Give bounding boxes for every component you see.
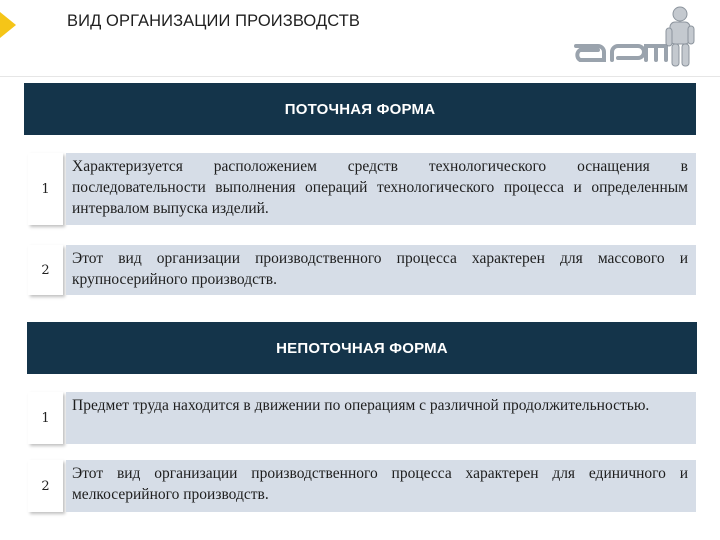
slide-title: ВИД ОРГАНИЗАЦИИ ПРОИЗВОДСТВ <box>67 12 360 30</box>
item-description: Этот вид организации производственного процесса характерен для единичного и мелкосерийного производств. <box>66 460 696 512</box>
yellow-arrow-icon <box>0 12 16 38</box>
header-divider <box>0 76 720 77</box>
item-description: Этот вид организации производственного процесса характерен для массового и крупносерийного производств. <box>66 245 696 295</box>
item-number: 1 <box>28 153 63 225</box>
item-number: 2 <box>28 460 63 512</box>
section-band-nonflow <box>27 322 697 374</box>
item-description: Предмет труда находится в движении по операциям с различной продолжительностью. <box>66 392 696 444</box>
item-number: 1 <box>28 392 63 444</box>
company-logo <box>566 2 716 74</box>
section-title: ПОТОЧНАЯ ФОРМА <box>284 100 436 118</box>
slide-header <box>0 0 720 78</box>
item-description: Характеризуется расположением средств технологического оснащения в последовательности выполнения операций технологического процесса и определенным интервалом выпуска изделий. <box>66 153 696 225</box>
section-band-flow <box>24 83 696 135</box>
section-title: НЕПОТОЧНАЯ ФОРМА <box>276 339 448 357</box>
item-number: 2 <box>28 245 63 295</box>
